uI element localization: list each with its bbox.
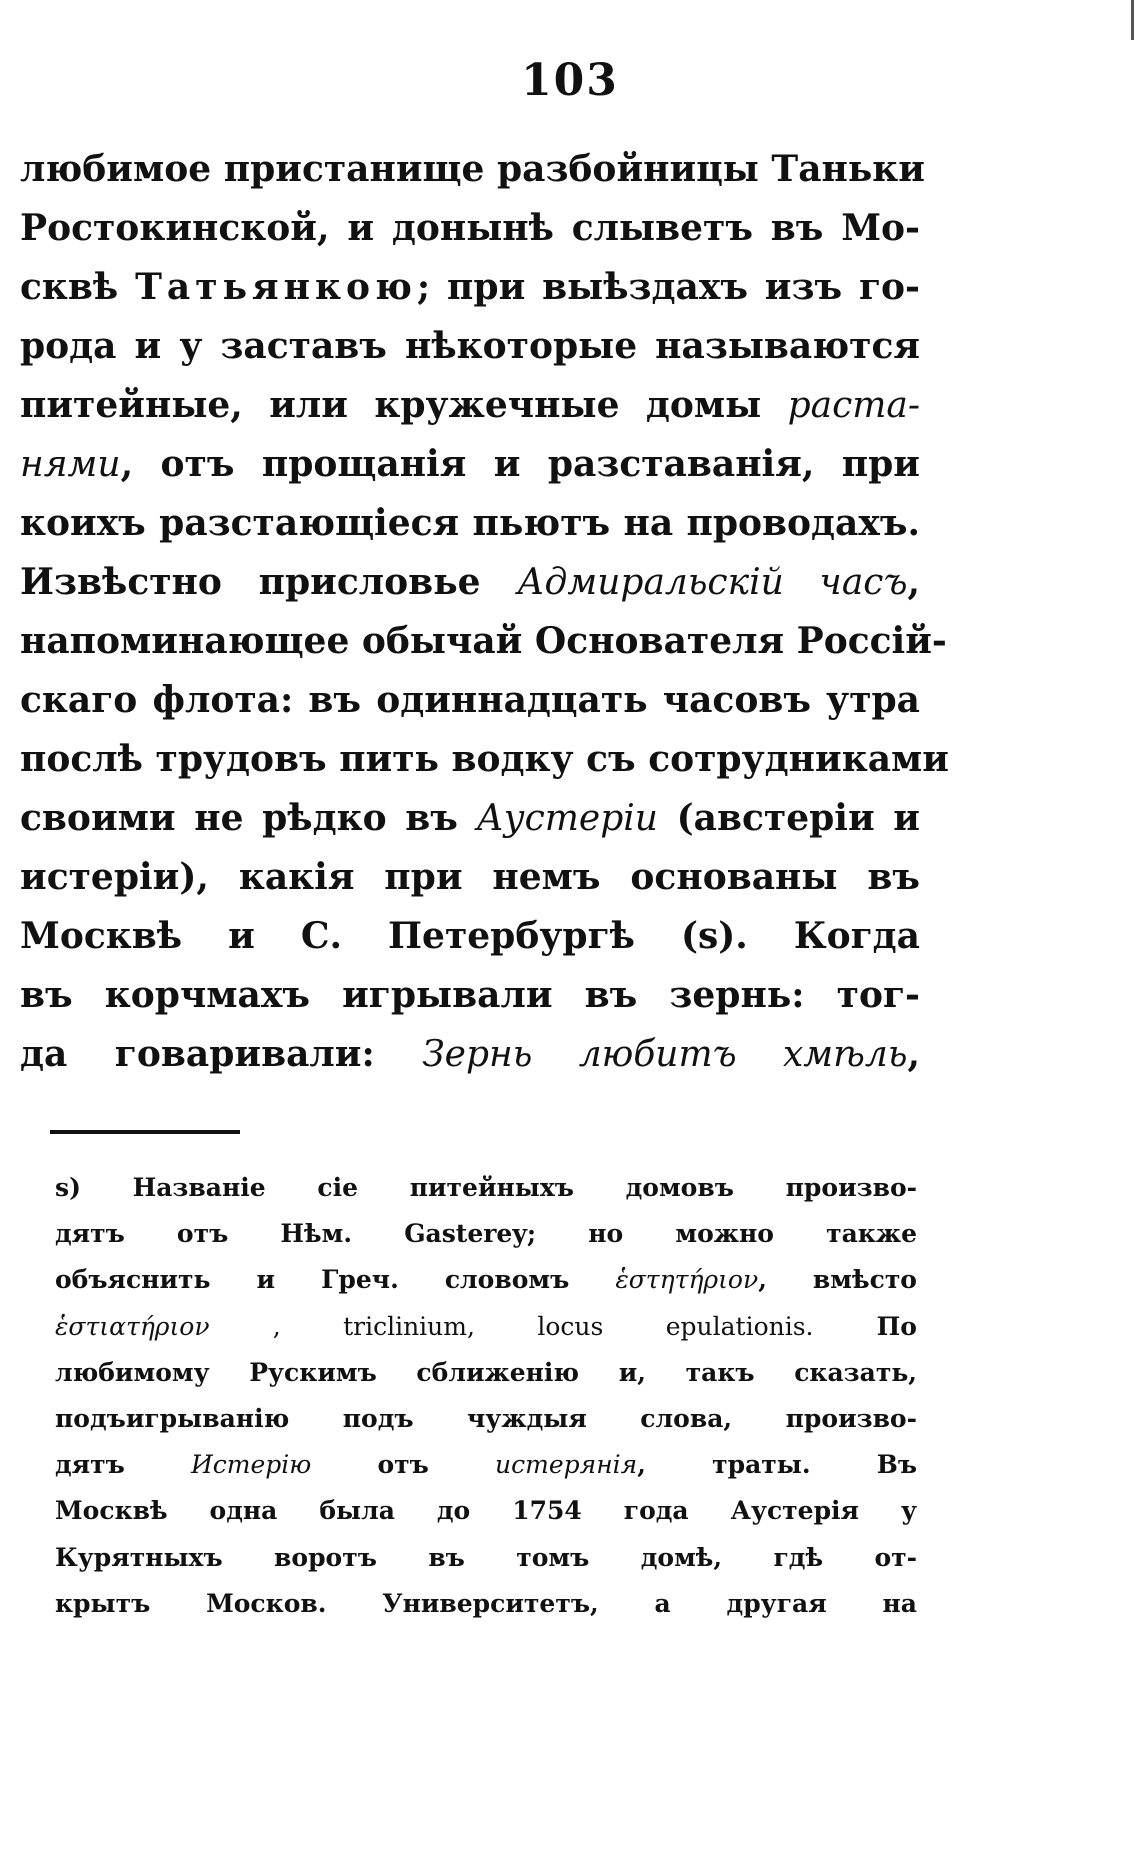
- footnote-line: [55, 1211, 917, 1257]
- footnote-line: любимому Рускимъ сближенію и, такъ сказать,: [55, 1357, 917, 1387]
- italic-word: истерянія: [495, 1450, 638, 1480]
- page-number: 103: [521, 55, 619, 106]
- main-text: [20, 140, 949, 1084]
- text-line: въ корчмахъ игрывали въ зернь: тог-: [20, 974, 920, 1016]
- text-line: Москвѣ и С. Петербургѣ (s). Когда: [20, 915, 920, 957]
- text-line: истеріи), какія при немъ основаны въ: [20, 856, 920, 898]
- footnote-line: Курятныхъ воротъ въ томъ домѣ, гдѣ от-: [55, 1542, 917, 1572]
- page-edge-mark: [1131, 0, 1134, 40]
- text-line: [20, 258, 920, 317]
- blackletter-word: Gasterey: [404, 1219, 527, 1249]
- text-line: [20, 1025, 920, 1084]
- text-line: любимое пристанище разбойницы Таньки: [20, 148, 926, 190]
- text-segment: , траты. Въ: [637, 1450, 917, 1480]
- text-segment: , вмѣсто: [758, 1265, 917, 1295]
- footnote-line: [55, 1304, 917, 1350]
- text-line: напоминающее обычай Основателя Россій-: [20, 620, 947, 662]
- text-line: послѣ трудовъ пить водку съ сотрудниками: [20, 738, 949, 780]
- spaced-word: Татьянкою: [135, 266, 417, 308]
- latin-phrase: , triclinium, locus epulationis.: [272, 1311, 814, 1341]
- text-line: скаго флота: въ одиннадцать часовъ утра: [20, 679, 920, 721]
- footnote-line: крытъ Москов. Университетъ, а другая на: [55, 1588, 917, 1618]
- text-line: коихъ разстающіеся пьютъ на проводахъ.: [20, 502, 920, 544]
- text-segment: сквѣ: [20, 266, 119, 308]
- text-segment: дятъ: [55, 1450, 125, 1480]
- footnote-line: [55, 1442, 917, 1488]
- italic-word: Истерію: [191, 1450, 312, 1480]
- text-segment: Извѣстно присловье: [20, 561, 481, 603]
- italic-word: нями: [20, 444, 121, 485]
- footnote-line: подъигрыванію подъ чуждыя слова, произво-: [55, 1403, 917, 1433]
- italic-phrase: Зернь любитъ хмѣль: [422, 1034, 908, 1075]
- text-line: [20, 435, 920, 494]
- footnote-line: s) Названіе сіе питейныхъ домовъ произво-: [55, 1173, 917, 1202]
- text-segment: отъ: [377, 1450, 429, 1480]
- italic-word: Аустеріи: [476, 798, 658, 839]
- text-segment: , отъ прощанія и разставанія, при: [120, 443, 920, 485]
- text-line: [20, 789, 920, 848]
- greek-word: ἑστητήριον: [615, 1265, 759, 1295]
- text-line: [20, 553, 920, 612]
- text-segment: ; при выѣздахъ изъ го-: [416, 266, 920, 308]
- italic-phrase: Адмиральскій часъ: [517, 562, 908, 603]
- text-segment: ,: [907, 1033, 920, 1075]
- text-segment: (австеріи и: [676, 797, 920, 839]
- text-segment: да говаривали:: [20, 1033, 375, 1075]
- text-segment: объяснить и Греч. словомъ: [55, 1265, 570, 1295]
- italic-word: раста-: [787, 385, 920, 426]
- footnote-line: Москвѣ одна была до 1754 года Аустерія у: [55, 1496, 917, 1526]
- footnote: [55, 1165, 917, 1627]
- text-segment: питейные, или кружечные домы: [20, 384, 762, 426]
- text-segment: ,: [907, 561, 920, 603]
- text-segment: своими не рѣдко въ: [20, 797, 458, 839]
- footnote-line: [55, 1257, 917, 1303]
- text-segment: По: [876, 1311, 917, 1341]
- greek-word: ἑστιατήριον: [55, 1311, 210, 1341]
- text-segment: ; но можно также: [526, 1219, 917, 1249]
- text-line: [20, 376, 920, 435]
- text-segment: дятъ отъ Нѣм.: [55, 1219, 353, 1249]
- text-line: Ростокинской, и донынѣ слыветъ въ Мо-: [20, 207, 920, 249]
- text-line: рода и у заставъ нѣкоторые называются: [20, 325, 920, 367]
- footnote-rule: [50, 1130, 240, 1134]
